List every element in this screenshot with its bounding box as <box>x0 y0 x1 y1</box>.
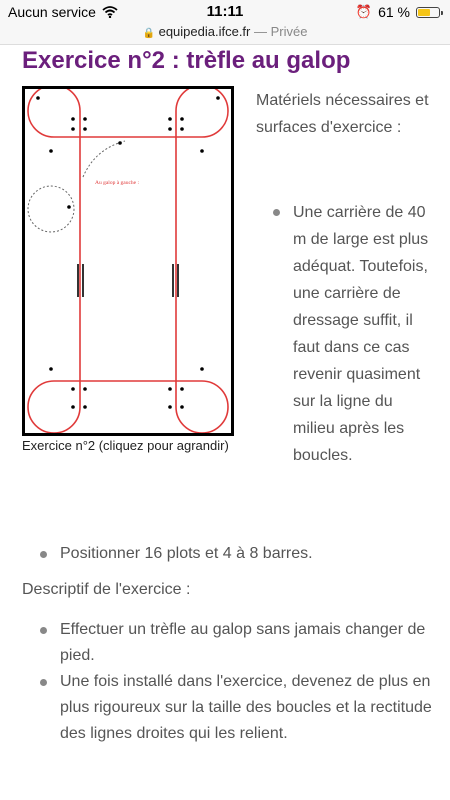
cone <box>168 387 172 391</box>
cone <box>180 117 184 121</box>
list-item: Une fois installé dans l'exercice, devenez de plus en plus rigoureux sur la taille des boucles et la rectitude des lignes droites qui les relient. <box>40 669 440 747</box>
cone <box>71 117 75 121</box>
page-title: Exercice n°2 : trèfle au galop <box>22 47 351 74</box>
cone <box>71 387 75 391</box>
exercise-diagram[interactable] <box>22 86 234 436</box>
top-right-loop <box>176 89 228 137</box>
battery-fill <box>418 9 430 16</box>
status-right <box>356 4 440 20</box>
private-label: — Privée <box>254 24 308 39</box>
desc-heading: Descriptif de l'exercice : <box>22 581 191 598</box>
cone <box>168 405 172 409</box>
figure-label: Au galop à gauche : <box>95 180 139 186</box>
cone <box>83 127 87 131</box>
cone <box>180 127 184 131</box>
cone <box>36 96 40 100</box>
cone <box>49 367 53 371</box>
cone <box>83 117 87 121</box>
diagram-drawing <box>25 89 231 433</box>
cone <box>49 149 53 153</box>
cone <box>83 387 87 391</box>
cone <box>180 387 184 391</box>
cone <box>67 205 71 209</box>
materials-list <box>271 199 436 469</box>
cone <box>83 405 87 409</box>
figure-caption[interactable]: Exercice n°2 (cliquez pour agrandir) <box>22 438 229 453</box>
cone <box>168 117 172 121</box>
list-item: Effectuer un trèfle au galop sans jamais changer de pied. <box>40 617 440 669</box>
materials-heading: Matériels nécessaires et surfaces d'exercice : <box>256 92 429 136</box>
cone <box>118 141 122 145</box>
cone <box>200 367 204 371</box>
cone <box>200 149 204 153</box>
battery-percent: 61 % <box>378 4 410 20</box>
lock-icon: 🔒 <box>142 28 155 39</box>
list-item-plots: Positionner 16 plots et 4 à 8 barres. <box>40 541 440 567</box>
list-item: Une carrière de 40 m de large est plus adéquat. Toutefois, une carrière de dressage suffit, il faut dans ce cas revenir quasiment sur la ligne du milieu après les boucles. <box>271 199 436 469</box>
alarm-icon: ⏰ <box>355 4 373 19</box>
bottom-right-loop <box>176 381 228 433</box>
trefoil-path <box>28 89 228 433</box>
battery-icon <box>416 7 440 18</box>
cone <box>71 127 75 131</box>
url-bar[interactable] <box>0 24 450 45</box>
clock: 11:11 <box>206 3 244 20</box>
cone <box>216 96 220 100</box>
status-bar <box>0 0 450 24</box>
cone <box>168 127 172 131</box>
carrier-label: Aucun service <box>8 4 96 20</box>
cone <box>180 405 184 409</box>
url-domain: equipedia.ifce.fr <box>158 24 251 39</box>
dashed-circle <box>28 186 74 232</box>
dashed-arc-top <box>83 141 125 177</box>
cone <box>71 405 75 409</box>
